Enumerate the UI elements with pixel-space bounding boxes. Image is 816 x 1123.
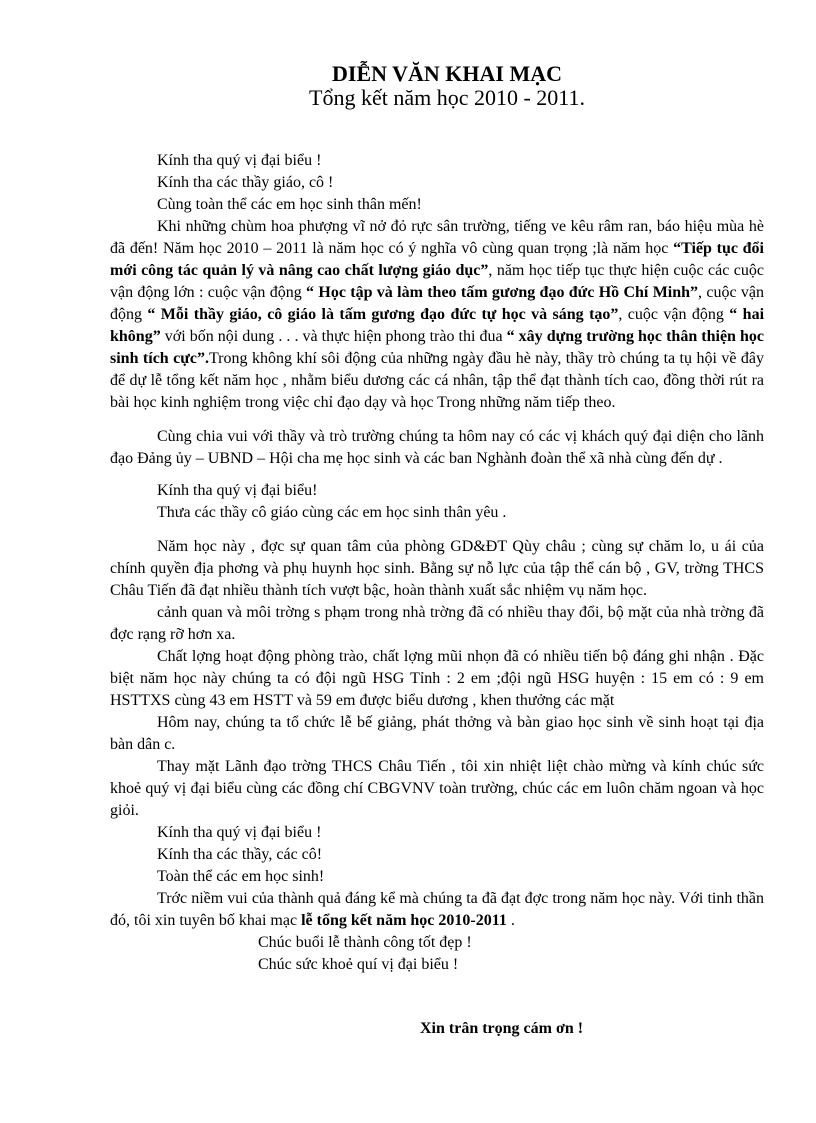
- text-run: với bốn nội dung . . . và thực hiện phong trào thi đua: [160, 328, 507, 345]
- bold-run: “ Học tập và làm theo tấm gương đạo đức Hồ Chí Minh”: [306, 284, 699, 301]
- paragraph-quality: Chất lợng hoạt động phòng trào, chất lợng mũi nhọn đã có nhiều tiến bộ đáng ghi nhận . Đặc biệt năm học này chúng ta có đội ngũ HSG Tỉnh : 2 em ;đội ngũ HSG huyện : 15 em có : 9 em HSTTXS cùng 43 em HSTT và 59 em được biểu dương , khen thưởng các mặt: [110, 648, 764, 709]
- bold-run: lễ tổng kết năm học 2010-2011: [301, 912, 507, 929]
- closing-wish: Chúc sức khoẻ quí vị đại biểu !: [258, 956, 459, 973]
- greeting-line: Thưa các thầy cô giáo cùng các em học sinh thân yêu .: [157, 504, 507, 521]
- bold-run: “ xây dựng trường học thân thiện học sinh tích cực”.: [110, 328, 764, 367]
- document-subtitle: Tổng kết năm học 2010 - 2011.: [309, 85, 585, 110]
- bold-run: “ hai không”: [110, 306, 765, 345]
- text-run: Khi những chùm hoa phượng vĩ nở đỏ rực sân trường, tiếng ve kêu râm ran, báo hiệu mùa hè đã đến! Năm học 2010 – 2011 là năm học có ý nghĩa vô cùng quan trọng ;là năm học: [110, 218, 764, 257]
- paragraph-intro: [110, 216, 764, 414]
- greeting-line: Kính tha các thầy giáo, cô !: [157, 174, 334, 191]
- text-run: .: [506, 912, 515, 929]
- bold-run: “Tiếp tục đổi mới công tác quản lý và nâng cao chất lượng giáo dục”: [110, 240, 765, 279]
- greeting-line: Kính tha quý vị đại biểu!: [157, 482, 318, 499]
- bold-run: “ Mỗi thầy giáo, cô giáo là tấm gương đạo đức tự học và sáng tạo”: [147, 306, 619, 323]
- text-run: Trong không khí sôi động của những ngày đầu hè này, thầy trò chúng ta tụ hội về đây để dự lễ tổng kết năm học , nhằm biểu dương các cá nhân, tập thể đạt thành tích cao, đồng thời rút ra bài học kinh nghiệm trong việc chỉ đạo dạy và học Trong những năm tiếp theo.: [110, 350, 764, 411]
- greeting-line: Toàn thể các em học sinh!: [157, 868, 325, 885]
- paragraph-welcome: Thay mặt Lãnh đạo trờng THCS Châu Tiến , tôi xin nhiệt liệt chào mừng và kính chúc sức khoẻ quý vị đại biểu cùng các đồng chí CBGVNV toàn trường, chúc các em luôn chăm ngoan và học giỏi.: [110, 758, 764, 819]
- text-run: , cuộc vận động: [618, 306, 730, 323]
- paragraph-guests: Cùng chia vui với thầy và trò trường chúng ta hôm nay có các vị khách quý đại diện cho lãnh đạo Đảng ủy – UBND – Hội cha mẹ học sinh và các ban Nghành đoàn thể xã nhà cùng đến dự .: [110, 428, 764, 467]
- text-run: , cuộc vận động: [110, 284, 765, 323]
- paragraph-achievements: Năm học này , đợc sự quan tâm của phòng GD&ĐT Qùy châu ; cùng sự chăm lo, u ái của chính quyền địa phơng và phụ huynh học sinh. Bằng sự nỗ lực của tập thể cán bộ , GV, trờng THCS Châu Tiến đã đạt nhiều thành tích vượt bậc, hoàn thành xuất sắc nhiệm vụ năm học.: [110, 538, 764, 599]
- paragraph-declaration: [110, 888, 764, 932]
- greeting-line: Cùng toàn thể các em học sinh thân mến!: [157, 196, 422, 213]
- greeting-line: Kính tha quý vị đại biểu !: [157, 824, 322, 841]
- thanks-line: Xin trân trọng cám ơn !: [420, 1020, 584, 1037]
- document-title: DIỄN VĂN KHAI MẠC: [332, 61, 562, 86]
- paragraph-environment: cảnh quan và môi trờng s phạm trong nhà trờng đã có nhiều thay đổi, bộ mặt của nhà trờng đã đợc rạng rỡ hơn xa.: [110, 604, 764, 643]
- text-run: , năm học tiếp tục thực hiện cuộc các cuộc vận động lớn : cuộc vận động: [110, 262, 764, 301]
- paragraph-ceremony: Hôm nay, chúng ta tổ chức lễ bế giảng, phát thởng và bàn giao học sinh về sinh hoạt tại địa bàn dân c.: [110, 714, 764, 753]
- text-run: Trớc niềm vui của thành quả đáng kể mà chúng ta đã đạt đợc trong năm học này. Với tinh thần đó, tôi xin tuyên bố khai mạc: [110, 890, 764, 929]
- closing-wish: Chúc buổi lễ thành công tốt đẹp !: [258, 934, 472, 951]
- greeting-line: Kính tha quý vị đại biểu !: [157, 152, 322, 169]
- greeting-line: Kính tha các thầy, các cô!: [157, 846, 323, 863]
